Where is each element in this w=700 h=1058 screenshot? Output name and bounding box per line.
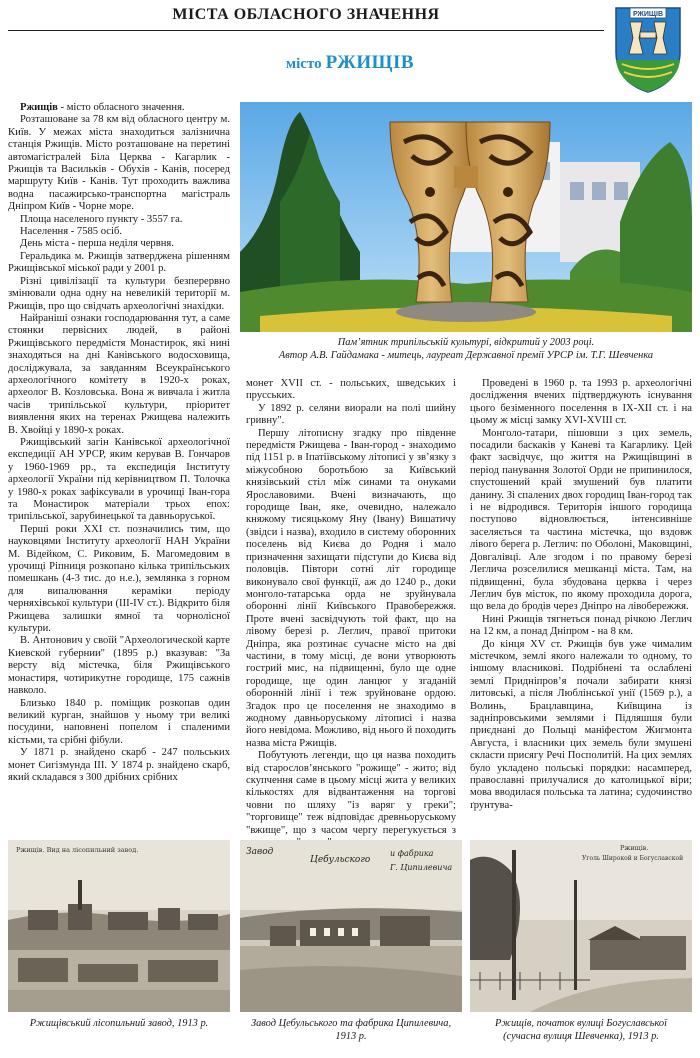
text-column-1: [8, 102, 230, 840]
paragraph: Проведені в 1960 р. та 1993 р. археологічні дослідження вчених підтверджують існування цього безіменного поселення в IX-XII ст. і на цьому ж місці замку XVI-XVIII ст.: [470, 378, 692, 427]
paragraph: День міста - перша неділя червня.: [20, 238, 174, 250]
paragraph: Ржищівський загін Канівської археологічної експедиції АН УРСР, яким керував В. Гончаров у 1960-1969 рр., та експедиція Інституту археології України під керівництвом П. Толочка у 1980-х роках зафіксували в урочищі Іван-гора та Монастирок матеріали трьох епох: трипільської, зарубинецької та давньоруської.: [8, 436, 230, 523]
caption-line: (сучасна вулиця Шевченка), 1913 р.: [503, 1030, 659, 1042]
paragraph: Монголо-татари, пішовши з цих земель, посадили баскаків у Каневі та Кагарлику. Цей факт засвідчує, що життя на Ржищівщині в період панування Золотої Орди не припинилося, спустошений край змушений був платити данину. Зі спалених двох городищ Іван-город так і не відродився. Територія іншого городища поступово відновлюється, інтенсивніше заселяється та частина містечка, що вздовж лівого берега р. Леглич: по Оболоні, Маковщині, Довгалівці. Але згодом і по правому березі Леглича розселилися мешканці міста. Там, на підвищенні, була збудована церква і через Леглич був місток, по якому проходила дорога, що вела до бродів через Дніпро на лівобережжя.: [470, 427, 692, 613]
caption-line: Ржищів, початок вулиці Богуславської: [494, 1018, 668, 1029]
caption-line: Завод Цебульського та фабрика Ципилевича,: [250, 1018, 452, 1029]
photo-inscription: и фабрика: [390, 849, 434, 858]
paragraph: Площа населеного пункту - 3557 га.: [20, 213, 183, 225]
street-photo-caption: [470, 1018, 692, 1043]
monument-photo-caption: [240, 337, 692, 362]
city-title-name: РЖИЩІВ: [325, 52, 415, 73]
photo-inscription: Ржищів. Вид на лісопильний завод.: [16, 846, 139, 854]
sawmill-photo-caption: [8, 1018, 230, 1031]
text-column-3: [470, 378, 692, 840]
photo-inscription: Завод: [246, 847, 274, 857]
paragraph: Ржищів - місто обласного значення.: [20, 102, 185, 113]
photo-inscription: Ржищів.: [620, 844, 649, 852]
paragraph: У 1892 р. селяни виорали на полі шийну гривну".: [246, 402, 456, 427]
paragraph: Населення - 7585 осіб.: [20, 226, 122, 238]
paragraph: Різні цивілізації та культури безперервно змінювали одна одну на невеликій території м. Ржищів, про що свідчать археологічні знахідки.: [8, 275, 230, 312]
factory-photo: [240, 840, 462, 1012]
paragraph: монет XVII ст. - польських, шведських і прусських.: [246, 378, 456, 402]
photo-inscription: Г. Ципилевича: [390, 863, 453, 872]
caption-line: 1913 р.: [335, 1030, 367, 1042]
paragraph: Перші роки XXI ст. позначились тим, що науковцями Інституту археології НАН України М. Відейком, С. Риковим, Б. Магомедовим в урочищі Ріпниця розкопано кілька трипільських помешкань (4-3 тис. до н.е.), землянка з горном для випалювання кераміки періоду черняхівської культури (III-IV ст.). Відкрито біля Ржищева залишки ямної та чорнолісної культури.: [8, 523, 230, 635]
city-title-prefix: місто: [285, 56, 322, 72]
photo-inscription: Цебульского: [310, 855, 371, 865]
factory-photo-caption: [240, 1018, 462, 1043]
caption-line: Автор А.В. Гайдамака - митець, лауреат Державної премії УРСР ім. Т.Г. Шевченка: [278, 349, 654, 361]
photo-inscription: Уголь Широкой и Богуславской: [582, 855, 684, 862]
paragraph: До кінця XV ст. Ржищів був уже чималим містечком, землі якого належали то одному, то іншому власникові. Подрібнені та ослаблені землі Придніпров’я почали забирати князі литовські, а після Люблінської унії (1569 р.), а Волинь, Брацлавщина, Київщина із задніпровськими землями і Підляшшя були приєднані до Польщі маніфестом Жигмонта Августа, і власники цих земель були змушені скласти присягу Речі Посполитій. На цих землях було укладено польські порядки: насамперед, православні прилучалися до католицької віри; мова вводилася польська та латина; судочинство ґрунтува-: [470, 638, 692, 811]
monument-photo: [240, 102, 692, 332]
city-title: [0, 52, 700, 74]
paragraph: Першу літописну згадку про південне передмістя Ржищева - Іван-город - знаходимо під 1151 р. в Іпатіївському літописі у зв’язку з міжусобною боротьбою за Київський князівський стіл між синами та онуками Ярославовими. Вчені визначають, що городище Іван, яке, очевидно, належало княжому тисяцькому Яну (Івану) Вишатичу (звідси і назва), входило в систему оборонних поселень від Києва до Родня і мало призначення захищати підступи до Києва від половців. Півтори сотні літ городище виконувало свої функції, аж до 1240 р., доки монголо-татарська орда не зруйнувала оборонні лінії Київського Правобережжя. Проте вчені засвідчують той факт, що на лівому березі р. Леглич, правої притоки Дніпра, яка розтинає сучасне місто на дві частини, в тому місці, де вони утворюють гострий мис, на підвищенні, було ще одне городище, ще один ланцюг у згаданій оборонній лінії і теж зруйноване ордою. Згадок про це поселення не знаходимо в жодному давньоруському літописі і назва його невідома. Можливо, від нього й походить назва міста Ржищів.: [246, 427, 456, 749]
sawmill-photo: [8, 840, 230, 1012]
caption-line: Пам’ятник трипільській культурі, відкритий у 2003 році.: [337, 337, 595, 348]
paragraph: В. Антонович у своїй "Археологической карте Киевской губернии" (1895 р.) вказував: "За версту від містечка, біля Ржищівського монастиря, чотирикутне городище, 175 сажнів навколо.: [8, 635, 230, 697]
paragraph: У 1871 р. знайдено скарб - 247 польських монет Сигізмунда III. У 1874 р. знайдено скарб, який складався з 300 дрібних срібних: [8, 747, 230, 783]
paragraph: Близько 1840 р. поміщик розкопав один великий курган, знайшов у ньому три великі посудини, наповнені попелом і спаленими кістьми, та срібні фібули.: [8, 697, 230, 746]
paragraph: Геральдика м. Ржищів затверджена рішенням Ржищівської міської ради у 2001 р.: [8, 250, 230, 275]
paragraph: Найраніші ознаки господарювання тут, а саме стоянки первісних людей, в районі Ржищівського передмістя Монастирок, які нині знаходяться на дні Канівського водосховища, досліджувала, за завданням Всеукраїнського археологічного комітету в 1920-х роках, археолог В. Козловська. Вона ж вивчала і житла часів трипільської культури, пріоритет виявлення яких на теренах Ржищева належить В. Хвойці у 1890-х роках.: [8, 312, 230, 436]
paragraph: Побутують легенди, що ця назва походить від старослов’янського "рожище" - жито; від скупчення саме в цьому місці жита у великих кількостях для відвантаження на торгові човни по шляху "із варяг у греки"; "торговище" теж відповідає древньоруському "вжище", що з часом чергу перегукується з: [246, 750, 456, 836]
crest-label: РЖИЩІВ: [632, 11, 664, 18]
street-photo: [470, 840, 692, 1012]
caption-line: Ржищівський лісопильний завод, 1913 р.: [29, 1018, 209, 1029]
paragraph: Нині Ржищів тягнеться понад річкою Леглич на 12 км, а понад Дніпром - на 8 км.: [470, 613, 692, 638]
text-column-2: [246, 378, 456, 840]
section-title: МІСТА ОБЛАСНОГО ЗНАЧЕННЯ: [172, 6, 440, 23]
city-coat-of-arms: [612, 4, 684, 94]
paragraph: Розташоване за 78 км від обласного центру м. Київ. У межах міста знаходиться залізнична станція Ржищів. Місто розташоване на перетині автомагістралей Біла Церква - Кагарлик - Ржищів та Васильків - Обухів - Канів, посеред маршруту Київ - Канів. Тут проходить важлива водна пасажирсько-транспортна магістраль Дніпром Київ - Чорне море.: [8, 114, 230, 213]
page-header: [8, 0, 604, 31]
